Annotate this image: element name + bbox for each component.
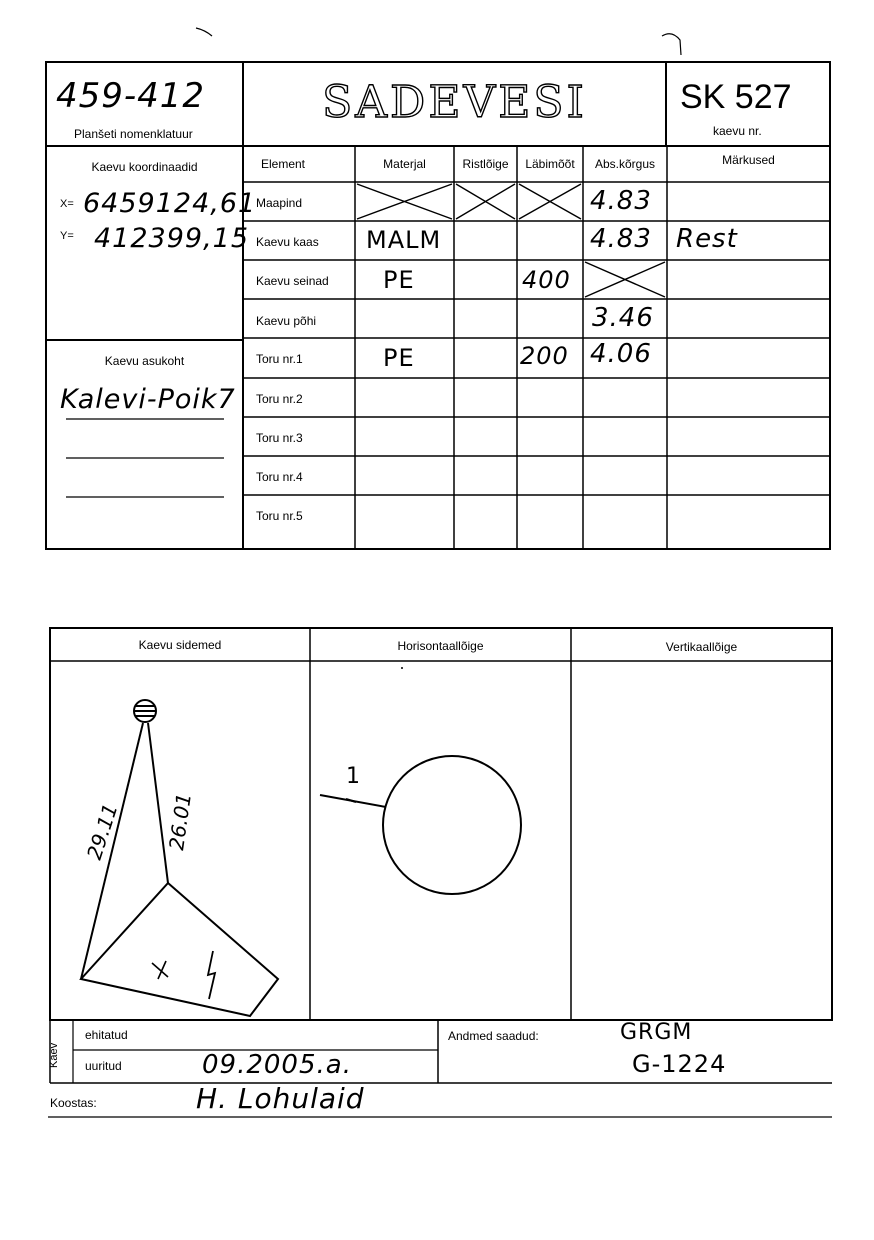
row-elevation: 3.46 xyxy=(592,303,654,333)
th-elevation: Abs.kõrgus xyxy=(594,157,656,171)
dimension-right: 26.01 xyxy=(164,791,196,852)
surveyed-value: 09.2005.a. xyxy=(202,1050,352,1080)
ties-label: Kaevu sidemed xyxy=(138,637,222,652)
data-source-2: G-1224 xyxy=(632,1050,727,1078)
location-value: Kalevi-Poik7 xyxy=(60,384,236,415)
pipe-number: 1 xyxy=(346,764,360,789)
y-prefix: Y= xyxy=(60,230,74,242)
well-number-label: kaevu nr. xyxy=(713,124,762,138)
data-source-label: Andmed saadud: xyxy=(448,1029,539,1043)
side-label: Kaev xyxy=(48,1042,60,1068)
coords-label: Kaevu koordinaadid xyxy=(91,160,198,174)
well-circle xyxy=(383,756,521,894)
row-elevation: 4.83 xyxy=(590,186,652,216)
horizontal-section-label: Horisontaallõige xyxy=(397,639,484,653)
row-element: Kaevu põhi xyxy=(256,314,317,328)
th-cross-section: Ristlõige xyxy=(462,157,509,171)
built-label: ehitatud xyxy=(85,1028,128,1042)
tie-sketch xyxy=(50,661,310,1020)
row-element: Toru nr.4 xyxy=(256,470,303,484)
row-elevation: 4.83 xyxy=(590,224,652,254)
author-value: H. Lohulaid xyxy=(196,1082,365,1115)
horizontal-section-sketch xyxy=(310,661,571,1020)
row-element: Toru nr.1 xyxy=(256,352,303,366)
x-prefix: X= xyxy=(60,198,74,210)
row-element: Toru nr.3 xyxy=(256,431,303,445)
th-notes: Märkused xyxy=(722,153,775,167)
row-notes: Rest xyxy=(676,224,738,254)
row-material: PE xyxy=(383,344,415,372)
th-element: Element xyxy=(260,157,306,171)
row-material: MALM xyxy=(366,226,442,254)
x-coordinate: 6459124,61 xyxy=(83,188,257,219)
arrow-icon xyxy=(208,951,215,999)
well-symbol xyxy=(134,700,156,722)
vertical-section-label: Vertikaallõige xyxy=(665,640,738,654)
surveyed-label: uuritud xyxy=(85,1059,122,1073)
dimension-left: 29.11 xyxy=(81,800,123,863)
row-material: PE xyxy=(383,266,415,294)
row-element: Kaevu seinad xyxy=(256,274,329,288)
th-diameter: Läbimõõt xyxy=(525,157,575,171)
location-label: Kaevu asukoht xyxy=(104,354,185,368)
y-coordinate: 412399,15 xyxy=(94,223,250,254)
row-element: Maapind xyxy=(256,196,303,210)
map-code-label: Planšeti nomenklatuur xyxy=(74,127,193,141)
row-diameter: 400 xyxy=(522,266,571,294)
tie-line-right xyxy=(148,723,168,883)
row-diameter: 200 xyxy=(520,342,569,370)
th-material: Materjal xyxy=(383,157,426,171)
row-element: Kaevu kaas xyxy=(256,235,319,249)
page-title: SADEVESI xyxy=(322,76,587,128)
well-number: SK 527 xyxy=(680,78,792,116)
data-source-1: GRGM xyxy=(620,1020,693,1045)
row-elevation: 4.06 xyxy=(590,339,652,369)
author-label: Koostas: xyxy=(50,1096,97,1110)
building-outline xyxy=(81,883,278,1016)
row-element: Toru nr.2 xyxy=(256,392,303,406)
row-element: Toru nr.5 xyxy=(256,509,303,523)
map-code: 459-412 xyxy=(56,76,206,116)
